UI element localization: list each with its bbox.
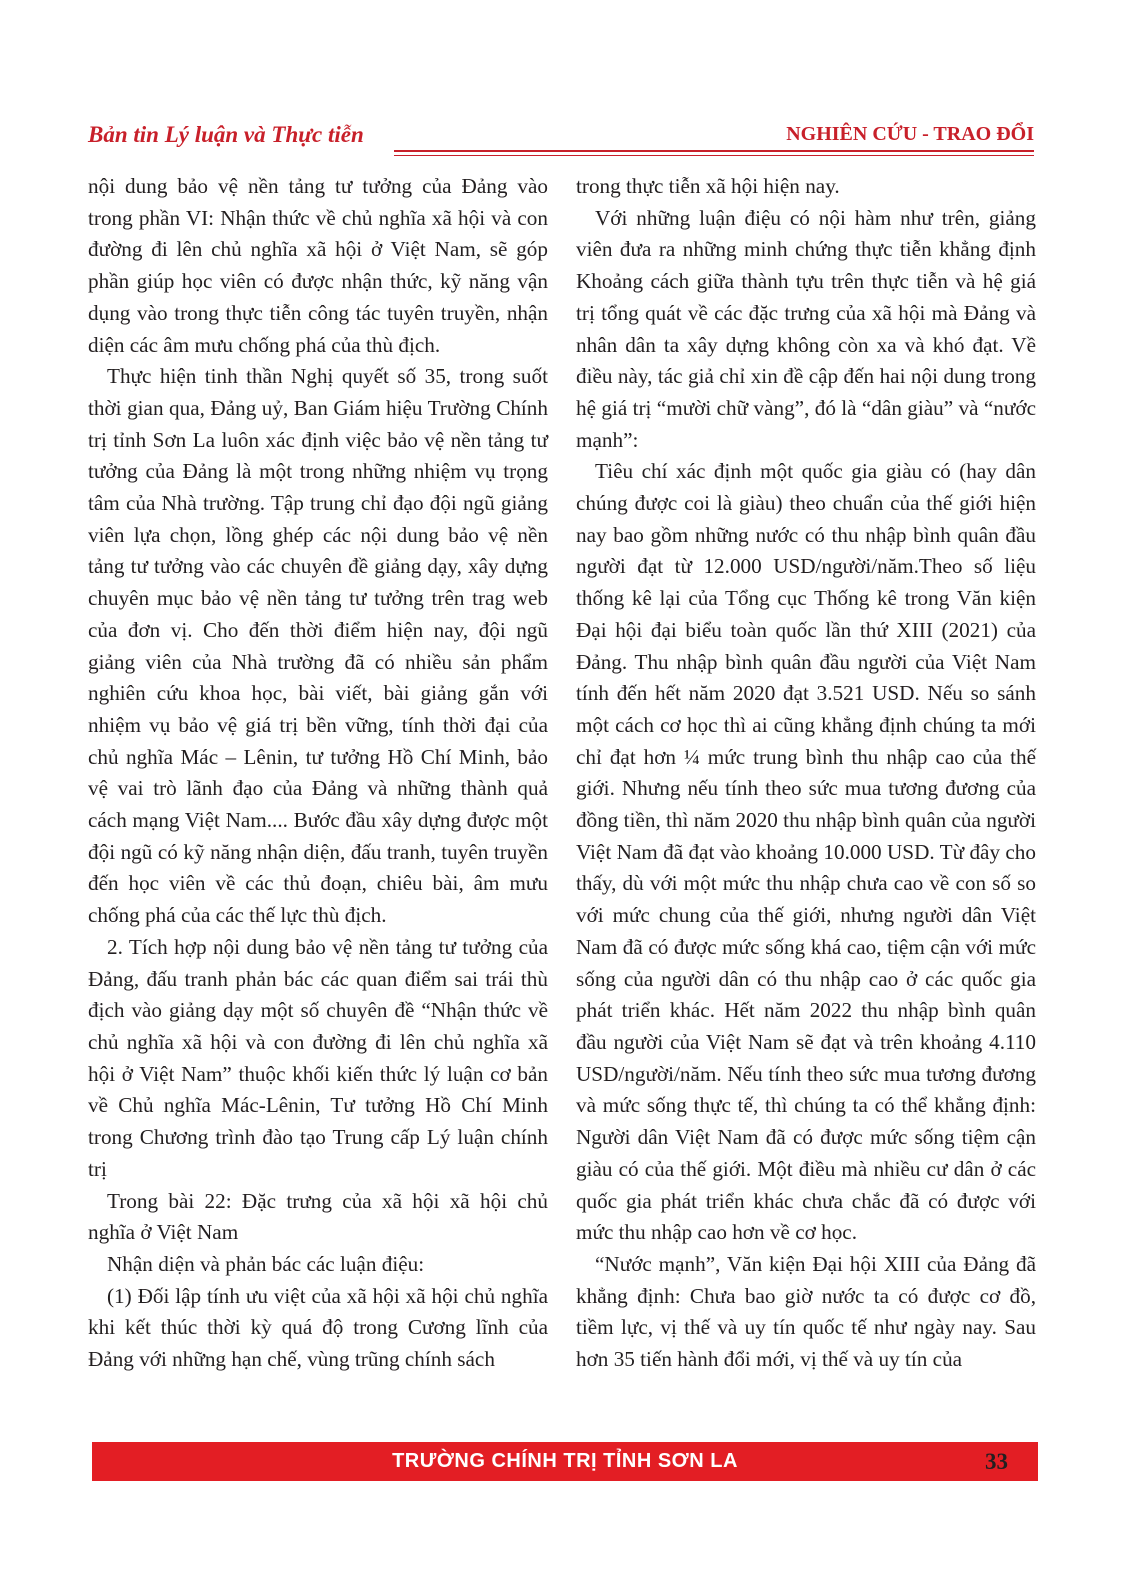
right-column	[576, 171, 1036, 1376]
paragraph: Với những luận điệu có nội hàm như trên, giảng viên đưa ra những minh chứng thực tiễn khẳng định Khoảng cách giữa thành tựu trên thực tiễn và hệ giá trị tổng quát về các đặc trưng của xã hội mà Đảng và nhân dân ta xây dựng không còn xa và khó đạt. Về điều này, tác giả chỉ xin đề cập đến hai nội dung trong hệ giá trị “mười chữ vàng”, đó là “dân giàu” và “nước mạnh”:	[576, 205, 1036, 452]
section-title: NGHIÊN CỨU - TRAO ĐỔI	[786, 123, 1034, 145]
paragraph: Tiêu chí xác định một quốc gia giàu có (hay dân chúng được coi là giàu) theo chuẩn của thế giới hiện nay bao gồm những nước có thu nhập bình quân đầu người đạt từ 12.000 USD/người/năm.Theo số liệu thống kê lại của Tổng cục Thống kê trong Văn kiện Đại hội đại biểu toàn quốc lần thứ XIII (2021) của Đảng. Thu nhập bình quân đầu người của Việt Nam tính đến hết năm 2020 đạt 3.521 USD. Nếu so sánh một cách cơ học thì ai cũng khẳng định chúng ta mới chỉ đạt hơn ¼ mức trung bình thu nhập cao của thế giới. Nhưng nếu tính theo sức mua tương đương của đồng tiền, thì năm 2020 thu nhập bình quân của người Việt Nam đã đạt vào khoảng 10.000 USD. Từ đây cho thấy, dù với một mức thu nhập chưa cao về con số so với mức chung của thế giới, nhưng người dân Việt Nam đã có được mức sống khá cao, tiệm cận với mức sống của người dân có thu nhập cao ở các quốc gia phát triển khác. Hết năm 2022 thu nhập bình quân đầu người của Việt Nam sẽ đạt và trên khoảng 4.110 USD/người/năm. Nếu tính theo sức mua tương đương và mức sống thực tế, thì chúng ta có thể khẳng định: Người dân Việt Nam đã có được mức sống tiệm cận giàu có của thế giới. Một điều mà nhiều cư dân ở các quốc gia phát triển khác chưa chắc đã có được với mức thu nhập cao hơn về cơ học.	[576, 459, 1036, 1245]
page-number: 33	[985, 1449, 1008, 1474]
paragraph: nội dung bảo vệ nền tảng tư tưởng của Đảng vào trong phần VI: Nhận thức về chủ nghĩa xã hội và con đường đi lên chủ nghĩa xã hội ở Việt Nam, sẽ góp phần giúp học viên có được nhận thức, kỹ năng vận dụng vào trong thực tiễn công tác tuyên truyền, nhận diện các âm mưu chống phá của thù địch.	[88, 174, 548, 357]
page-footer	[92, 1442, 1038, 1481]
paragraph: Nhận diện và phản bác các luận điệu:	[107, 1251, 425, 1276]
publication-title: Bản tin Lý luận và Thực tiễn	[88, 122, 364, 147]
paragraph: Trong bài 22: Đặc trưng của xã hội xã hội chủ nghĩa ở Việt Nam	[88, 1188, 548, 1245]
paragraph: Thực hiện tinh thần Nghị quyết số 35, trong suốt thời gian qua, Đảng uỷ, Ban Giám hiệu Trường Chính trị tỉnh Sơn La luôn xác định việc bảo vệ nền tảng tư tưởng của Đảng là một trong những nhiệm vụ trọng tâm của Nhà trường. Tập trung chỉ đạo đội ngũ giảng viên lựa chọn, lồng ghép các nội dung bảo vệ nền tảng tư tưởng vào các chuyên đề giảng dạy, xây dựng chuyên mục bảo vệ nền tảng tư tưởng trên trag web của đơn vị. Cho đến thời điểm hiện nay, đội ngũ giảng viên của Nhà trường đã có nhiều sản phẩm nghiên cứu khoa học, bài viết, bài giảng gắn với nhiệm vụ bảo vệ giá trị bền vững, tính thời đại của chủ nghĩa Mác – Lênin, tư tưởng Hồ Chí Minh, bảo vệ vai trò lãnh đạo của Đảng và những thành quả cách mạng Việt Nam.... Bước đầu xây dựng được một đội ngũ có kỹ năng nhận diện, đấu tranh, tuyên truyền đến học viên về các thủ đoạn, chiêu bài, âm mưu chống phá của các thế lực thù địch.	[88, 364, 548, 928]
paragraph: (1) Đối lập tính ưu việt của xã hội xã hội chủ nghĩa khi kết thúc thời kỳ quá độ trong Cương lĩnh của Đảng với những hạn chế, vùng trũng chính sách	[88, 1283, 548, 1372]
header-rule	[394, 150, 1034, 152]
paragraph: 2. Tích hợp nội dung bảo vệ nền tảng tư tưởng của Đảng, đấu tranh phản bác các quan điểm sai trái thù địch vào giảng dạy một số chuyên đề “Nhận thức về chủ nghĩa xã hội và con đường đi lên chủ nghĩa xã hội ở Việt Nam” thuộc khối kiến thức lý luận cơ bản về Chủ nghĩa Mác-Lênin, Tư tưởng Hồ Chí Minh trong Chương trình đào tạo Trung cấp Lý luận chính trị	[88, 934, 548, 1181]
paragraph: “Nước mạnh”, Văn kiện Đại hội XIII của Đảng đã khẳng định: Chưa bao giờ nước ta có được cơ đồ, tiềm lực, vị thế và uy tín quốc tế như ngày nay. Sau hơn 35 tiến hành đổi mới, vị thế và uy tín của	[576, 1251, 1036, 1372]
page-header	[88, 110, 1034, 154]
left-column	[88, 171, 548, 1376]
footer-institution: TRƯỜNG CHÍNH TRỊ TỈNH SƠN LA	[392, 1450, 738, 1472]
paragraph: trong thực tiễn xã hội hiện nay.	[576, 174, 840, 198]
header-rule-thin	[394, 155, 1034, 156]
